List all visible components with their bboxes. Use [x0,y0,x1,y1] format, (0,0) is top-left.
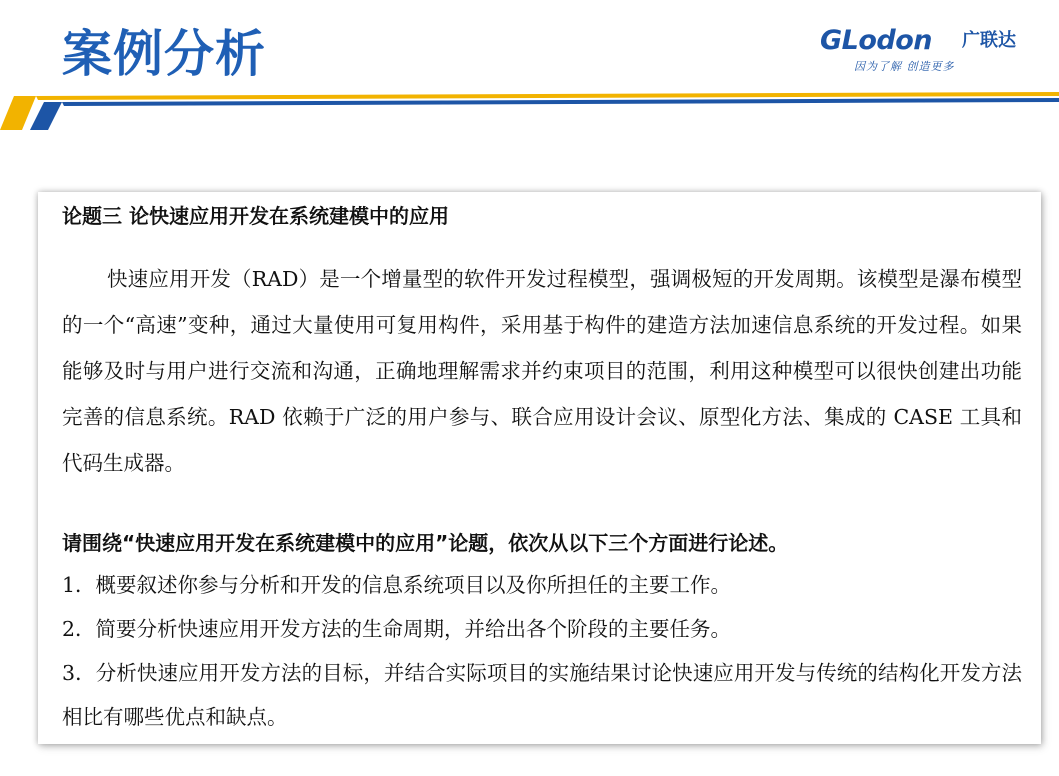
list-item: 2．简要分析快速应用开发方法的生命周期，并给出各个阶段的主要任务。 [62,617,732,641]
header-decoration [0,86,1059,136]
logo-chinese-name: 广联达 [962,30,1016,51]
glodon-logo [820,24,1020,76]
yellow-stripe [0,96,36,130]
logo-slogan: 因为了解 创造更多 [854,60,955,73]
requirement-list [62,563,1022,739]
page-title: 案例分析 [62,25,266,83]
list-item: 3．分析快速应用开发方法的目标，并结合实际项目的实施结果讨论快速应用开发与传统的结构化开发方法相比有哪些优点和缺点。 [62,661,1022,729]
essay-topic-heading: 论题三 论快速应用开发在系统建模中的应用 [62,204,449,228]
list-item: 1．概要叙述你参与分析和开发的信息系统项目以及你所担任的主要工作。 [62,573,732,597]
logo-wordmark: GLodon [820,25,933,56]
topic-description: 快速应用开发（RAD）是一个增量型的软件开发过程模型，强调极短的开发周期。该模型是瀑布模型的一个“高速”变种，通过大量使用可复用构件，采用基于构件的建造方法加速信息系统的开发过程。如果能够及时与用户进行交流和沟通，正确地理解需求并约束项目的范围，利用这种模型可以很快创建出功能完善的信息系统。RAD 依赖于广泛的用户参与、联合应用设计会议、原型化方法、集成的 CASE 工具和代码生成器。 [62,267,1022,475]
blue-stripe [30,102,62,130]
document-card [38,192,1041,744]
instruction-heading: 请围绕“快速应用开发在系统建模中的应用”论题，依次从以下三个方面进行论述。 [62,531,789,555]
